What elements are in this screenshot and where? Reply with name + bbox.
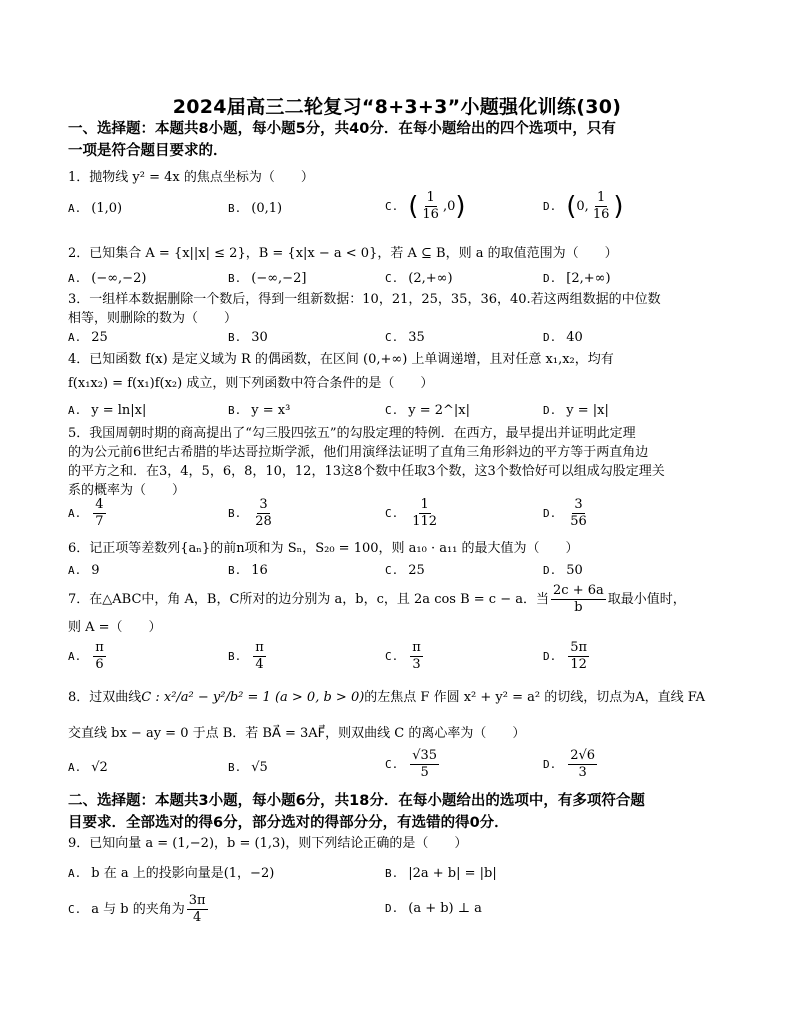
q8-option-b-text: √5 (251, 760, 268, 775)
q6-option-d-text: 50 (566, 563, 583, 578)
q4-option-c: C. y = 2^|x| (385, 403, 471, 418)
q1-option-b-text: (0,1) (251, 201, 283, 216)
q3-option-b-text: 30 (251, 330, 268, 345)
q7-option-c-num: π (412, 640, 421, 655)
q5-line4: 系的概率为（ ） (68, 483, 186, 498)
q3-option-d: D. 40 (543, 330, 583, 345)
q5-option-d-den: 56 (570, 514, 587, 529)
q5-option-c: C. $\frac{1}{112}$ (385, 497, 438, 529)
q3-option-a: A. 25 (68, 330, 108, 345)
q8-line1-post: 的左焦点 F 作圆 x² + y² = a² 的切线，切点为A，直线 FA (364, 690, 706, 705)
q1-option-c-den: 16 (422, 207, 439, 222)
q7-option-c-den: 3 (412, 657, 421, 672)
q3-option-a-text: 25 (91, 330, 108, 345)
section2-heading-line2: 目要求．全部选对的得6分，部分选对的得部分分，有选错的得0分． (68, 815, 509, 831)
q8-option-d-num: 2√6 (570, 748, 596, 763)
q3-line2: 相等，则删除的数为（ ） (68, 311, 238, 326)
q7-option-b-num: π (255, 640, 264, 655)
q1-option-a-text: (1,0) (91, 201, 123, 216)
q6-stem: 6．记正项等差数列{aₙ}的前n项和为 Sₙ，S₂₀ = 100，则 a₁₀ · a₁₁ 的最大值为（ ） (68, 541, 579, 556)
q9-stem: 9．已知向量 a = (1,−2)，b = (1,3)，则下列结论正确的是（ ） (68, 836, 468, 851)
q8-option-a-text: √2 (91, 760, 108, 775)
q8-option-c: C. $\frac{√35}{5}$ (385, 748, 438, 780)
section1-heading-line2: 一项是符合题目要求的． (68, 143, 228, 159)
q6-option-a-text: 9 (91, 563, 100, 578)
q9-option-d: D. (a + b) ⊥ a (385, 901, 482, 916)
q6-option-c: C. 25 (385, 563, 425, 578)
q1-option-d-den: 16 (592, 207, 610, 222)
q1-option-c-num: 1 (426, 190, 435, 205)
q5-line1: 5．我国周朝时期的商高提出了“勾三股四弦五”的勾股定理的特例．在西方，最早提出并证明此定理 (68, 426, 636, 441)
q9-option-a-text: b 在 a 上的投影向量是(1，−2) (91, 866, 275, 881)
q1-option-d: D. (0, $\frac{1}{16}$ ) (543, 190, 624, 222)
q7-option-b: B. $\frac{\pi}{4}$ (228, 640, 264, 672)
q6-option-d: D. 50 (543, 563, 583, 578)
q2-option-b: B. (−∞,−2] (228, 271, 307, 286)
q7-option-a: A. $\frac{\pi}{6}$ (68, 640, 104, 672)
q1-option-b: B. (0,1) (228, 201, 283, 216)
q2-option-d: D. [2,+∞) (543, 271, 611, 286)
q9-option-c-den: 4 (193, 910, 202, 925)
q4-option-a: A. y = ln|x| (68, 403, 147, 418)
q6-option-c-text: 25 (408, 563, 425, 578)
q8-line1-pre: 8．过双曲线 (68, 690, 142, 705)
q8-option-d: D. $\frac{2√6}{3}$ (543, 748, 596, 780)
q8-line2: 交直线 bx − ay = 0 于点 B．若 BA⃗ = 3AF⃗，则双曲线 C 的离心率为（ ） (68, 726, 526, 741)
q5-option-a-den: 7 (95, 514, 104, 529)
q7-line1 (68, 582, 688, 618)
q1-option-c-tail: ,0 (442, 199, 456, 214)
q1-option-d-num: 1 (596, 190, 606, 205)
section1-heading (68, 118, 708, 162)
q7-option-d-num: 5π (570, 640, 588, 655)
q4-option-b-text: y = x³ (251, 403, 291, 418)
q4-line2: f(x₁x₂) = f(x₁)f(x₂) 成立，则下列函数中符合条件的是（ ） (68, 376, 434, 391)
q7-option-a-num: π (95, 640, 104, 655)
q5-line3: 的平方之和．在3，4，5，6，8，10，12，13这8个数中任取3个数，这3个数恰好可以组成勾股定理关 (68, 464, 665, 479)
q5-option-b-num: 3 (259, 497, 268, 512)
q1-option-a: A. (1,0) (68, 201, 123, 216)
q9-option-d-text: (a + b) ⊥ a (408, 901, 482, 916)
q5-option-c-den: 112 (412, 514, 438, 529)
q5-option-a-num: 4 (95, 497, 104, 512)
q7-option-a-den: 6 (95, 657, 104, 672)
q5-line2: 的为公元前6世纪古希腊的毕达哥拉斯学派，他们用演绎法证明了直角三角形斜边的平方等于两直角边 (68, 445, 649, 460)
q7-line2: 则 A =（ ） (68, 620, 162, 635)
q7-option-d: D. $\frac{5\pi}{12}$ (543, 640, 588, 672)
q3-option-c-text: 35 (408, 330, 425, 345)
q1-option-d-head: 0, (576, 199, 589, 214)
q3-line1: 3．一组样本数据删除一个数后，得到一组新数据：10，21，25，35，36，40.若这两组数据的中位数 (68, 292, 661, 307)
q8-line1 (68, 688, 706, 708)
q9-option-c: C. a 与 b 的夹角为 $\frac{3\pi}{4}$ (68, 893, 206, 925)
q7-line1-post: 取最小值时， (607, 592, 686, 607)
q4-line1: 4．已知函数 f(x) 是定义域为 R 的偶函数，在区间 (0,+∞) 上单调递增，且对任意 x₁,x₂，均有 (68, 352, 614, 367)
q6-option-b: B. 16 (228, 563, 268, 578)
q8-option-b: B. √5 (228, 760, 268, 775)
q2-option-a-text: (−∞,−2) (91, 271, 147, 286)
q8-option-a: A. √2 (68, 760, 108, 775)
q9-option-b: B. |2a + b| = |b| (385, 866, 497, 881)
q3-option-c: C. 35 (385, 330, 425, 345)
q1-option-c: C. ( $\frac{1}{16}$ ,0) (385, 190, 466, 222)
section2-heading (68, 790, 708, 834)
q2-option-d-text: [2,+∞) (566, 271, 611, 286)
q2-stem: 2．已知集合 A = {x||x| ≤ 2}，B = {x|x − a < 0}，若 A ⊆ B，则 a 的取值范围为（ ） (68, 246, 618, 261)
q5-option-d-num: 3 (574, 497, 583, 512)
q8-option-c-num: √35 (412, 748, 438, 763)
q7-line1-pre: 7．在△ABC中，角 A，B，C所对的边分别为 a，b，c，且 2a cos B = c − a．当 (68, 592, 550, 607)
q2-option-b-text: (−∞,−2] (251, 271, 307, 286)
q4-option-b: B. y = x³ (228, 403, 291, 418)
q1-stem: 1．抛物线 y² = 4x 的焦点坐标为（ ） (68, 170, 314, 185)
q6-option-b-text: 16 (251, 563, 268, 578)
q8-curve: C : x²/a² − y²/b² = 1 (a > 0, b > 0) (141, 690, 365, 705)
q7-frac-den: b (574, 600, 583, 615)
q3-option-b: B. 30 (228, 330, 268, 345)
q9-option-a: A. b 在 a 上的投影向量是(1，−2) (68, 866, 275, 881)
q5-option-a: A. $\frac{4}{7}$ (68, 497, 104, 529)
q8-option-c-den: 5 (420, 765, 429, 780)
q5-option-c-num: 1 (420, 497, 429, 512)
q4-option-a-text: y = ln|x| (91, 403, 147, 418)
q7-option-d-den: 12 (570, 657, 587, 672)
q7-option-b-den: 4 (255, 657, 264, 672)
q4-option-d: D. y = |x| (543, 403, 609, 418)
q2-option-c: C. (2,+∞) (385, 271, 453, 286)
q9-option-c-pre: a 与 b 的夹角为 (91, 902, 185, 917)
q7-frac-num: 2c + 6a (553, 583, 604, 598)
q9-option-b-text: |2a + b| = |b| (408, 866, 497, 881)
q2-option-a: A. (−∞,−2) (68, 271, 147, 286)
q6-option-a: A. 9 (68, 563, 100, 578)
q5-option-d: D. $\frac{3}{56}$ (543, 497, 587, 529)
q5-option-b: B. $\frac{3}{28}$ (228, 497, 272, 529)
q4-option-d-text: y = |x| (566, 403, 609, 418)
q5-option-b-den: 28 (255, 514, 272, 529)
q3-option-d-text: 40 (566, 330, 583, 345)
section2-heading-line1: 二、选择题：本题共3小题，每小题6分，共18分．在每小题给出的选项中，有多项符合题 (68, 793, 645, 809)
q4-option-c-text: y = 2^|x| (408, 403, 471, 418)
q8-option-d-den: 3 (578, 765, 587, 780)
q9-option-c-num: 3π (188, 893, 206, 908)
q7-option-c: C. $\frac{\pi}{3}$ (385, 640, 421, 672)
q2-option-c-text: (2,+∞) (408, 271, 453, 286)
section1-heading-line1: 一、选择题：本题共8小题，每小题5分，共40分．在每小题给出的四个选项中，只有 (68, 121, 616, 137)
page-title: 2024届高三二轮复习“8+3+3”小题强化训练(30) (172, 96, 622, 118)
